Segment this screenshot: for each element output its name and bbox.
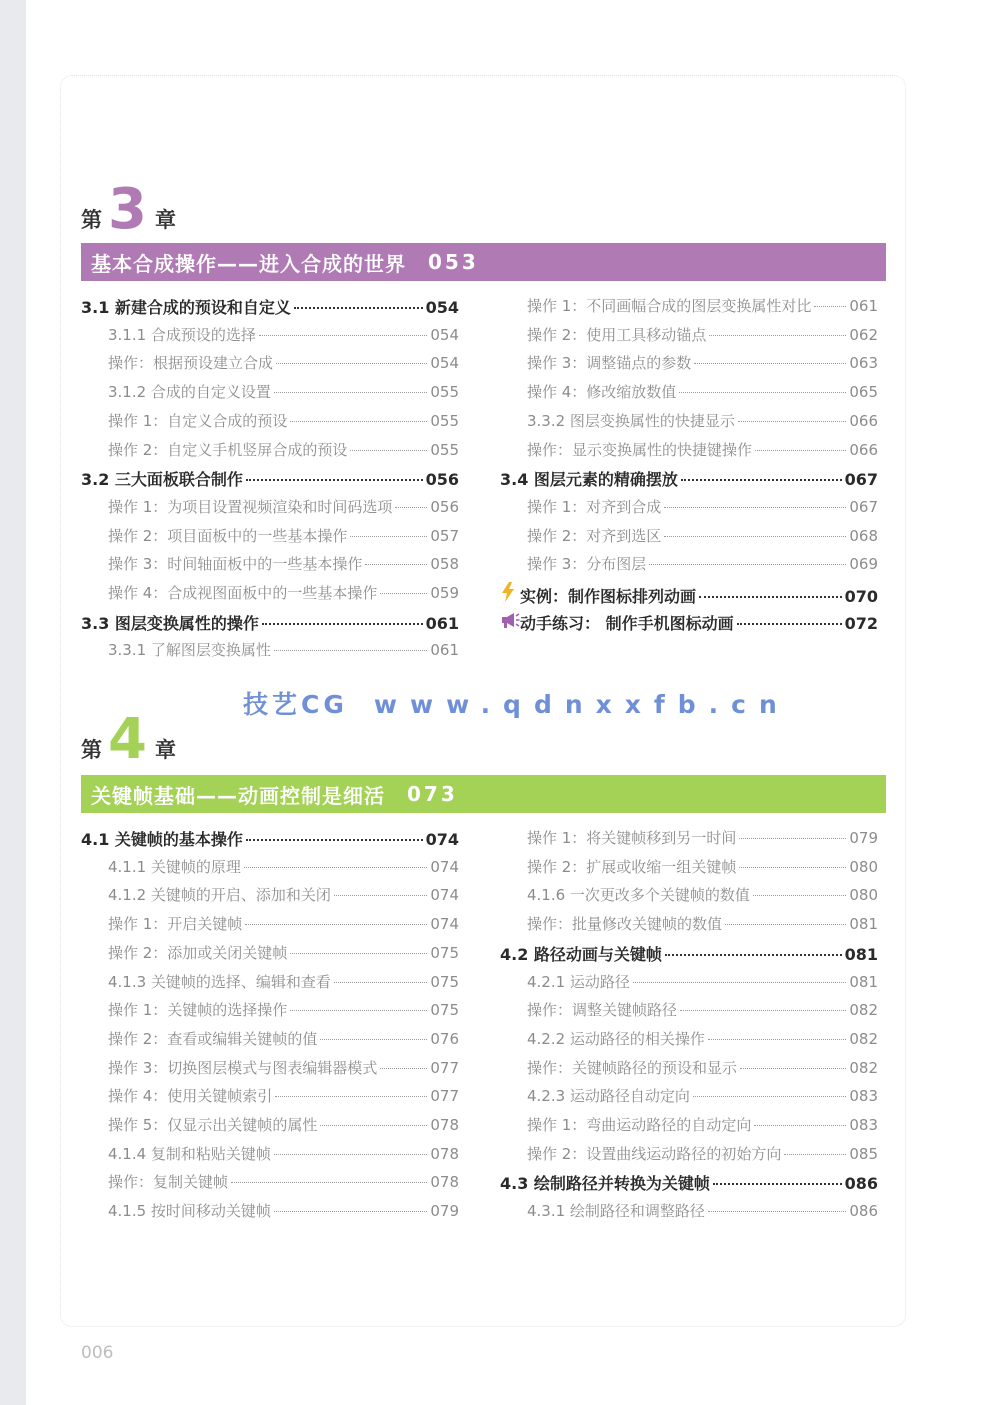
toc-entry-title: 操作 1：为项目设置视频渲染和时间码选项 <box>108 497 393 516</box>
toc-entry-page: 058 <box>430 555 459 574</box>
toc-entry-page: 074 <box>425 830 459 849</box>
toc-entry <box>81 439 459 463</box>
dot-leader <box>755 450 846 451</box>
toc-entry-title: 操作 2：对齐到选区 <box>527 526 662 545</box>
toc-entry-title: 操作 1：对齐到合成 <box>527 497 662 516</box>
dot-leader <box>380 593 427 594</box>
toc-entry <box>500 324 878 348</box>
megaphone-icon <box>500 611 518 633</box>
toc-entry-title: 操作 1：弯曲运动路径的自动定向 <box>527 1116 752 1134</box>
toc-entry <box>500 971 878 995</box>
dot-leader <box>725 924 846 925</box>
toc-entry-page: 083 <box>849 1087 878 1106</box>
toc-entry-page: 061 <box>849 297 878 315</box>
toc-entry <box>500 295 878 319</box>
toc-entry-page: 082 <box>849 1001 878 1020</box>
dot-leader <box>753 895 846 896</box>
toc-entry-title: 4.1.4 复制和粘贴关键帧 <box>108 1144 271 1163</box>
watermark <box>243 685 790 721</box>
chapter-3-toc-right <box>500 295 878 675</box>
toc-entry-page: 069 <box>849 555 878 574</box>
toc-entry-page: 086 <box>844 1174 878 1194</box>
toc-entry-page: 054 <box>430 354 459 373</box>
toc-entry <box>500 1057 878 1081</box>
dot-leader <box>665 954 842 956</box>
dot-leader <box>276 363 427 364</box>
toc-entry <box>81 324 459 348</box>
toc-entry <box>500 582 878 606</box>
toc-entry-title: 操作：复制关键帧 <box>108 1173 229 1192</box>
toc-entry <box>81 1200 459 1224</box>
toc-entry <box>81 553 459 577</box>
toc-entry-page: 054 <box>430 325 459 344</box>
toc-entry <box>81 971 459 995</box>
toc-entry-title: 操作 1：开启关键帧 <box>108 915 243 934</box>
toc-entry-page: 079 <box>849 829 878 847</box>
toc-entry <box>81 295 459 319</box>
toc-entry-page: 056 <box>430 497 459 516</box>
toc-entry-title: 操作：关键帧路径的预设和显示 <box>527 1058 738 1077</box>
dot-leader <box>649 564 846 565</box>
chapter-number: 3 <box>108 177 147 242</box>
toc-entry <box>500 856 878 880</box>
toc-entry <box>81 525 459 549</box>
dot-leader <box>664 536 846 537</box>
toc-entry-page: 067 <box>844 470 878 490</box>
toc-entry <box>81 352 459 376</box>
chapter-suffix: 章 <box>154 738 176 762</box>
toc-entry-title: 3.1 新建合成的预设和自定义 <box>81 298 291 317</box>
toc-entry-title: 动手练习： 制作手机图标动画 <box>520 613 734 633</box>
toc-entry-page: 067 <box>849 497 878 516</box>
dot-leader <box>738 421 846 422</box>
toc-entry <box>81 856 459 880</box>
toc-entry-title: 4.2.2 运动路径的相关操作 <box>527 1029 705 1048</box>
toc-entry-title: 4.1.1 关键帧的原理 <box>108 857 241 876</box>
toc-entry-title: 操作 1：将关键帧移到另一时间 <box>527 829 737 847</box>
dot-leader <box>814 306 846 307</box>
toc-entry-page: 074 <box>430 886 459 905</box>
toc-entry-page: 075 <box>430 972 459 991</box>
dot-leader <box>739 838 846 839</box>
toc-entry-page: 080 <box>849 857 878 876</box>
dot-leader <box>231 1182 427 1183</box>
toc-entry-title: 操作 2：使用工具移动锚点 <box>527 325 707 344</box>
dot-leader <box>244 867 427 868</box>
toc-entry-page: 078 <box>430 1173 459 1192</box>
dot-leader <box>664 507 846 508</box>
toc-entry-title: 4.3 绘制路径并转换为关键帧 <box>500 1174 710 1194</box>
toc-entry-title: 3.2 三大面板联合制作 <box>81 470 243 490</box>
toc-entry-page: 061 <box>430 641 459 660</box>
toc-entry-title: 操作 1：关键帧的选择操作 <box>108 1001 288 1020</box>
toc-entry <box>500 1085 878 1109</box>
dot-leader <box>290 1010 427 1011</box>
dot-leader <box>737 623 842 625</box>
chapter-3-heading <box>81 177 176 242</box>
toc-entry-page: 083 <box>849 1116 878 1134</box>
dot-leader <box>740 1068 846 1069</box>
toc-entry-page: 085 <box>849 1144 878 1163</box>
toc-entry-page: 081 <box>849 915 878 934</box>
toc-entry <box>500 352 878 376</box>
toc-entry-page: 077 <box>430 1087 459 1106</box>
toc-entry-title: 操作 2：项目面板中的一些基本操作 <box>108 526 348 545</box>
toc-entry-title: 操作：显示变换属性的快捷键操作 <box>527 440 753 459</box>
chapter-prefix: 第 <box>81 208 102 232</box>
dot-leader <box>334 982 427 983</box>
dot-leader <box>320 1125 427 1126</box>
dot-leader <box>290 421 427 422</box>
dot-leader <box>262 623 423 625</box>
toc-entry <box>81 942 459 966</box>
toc-entry-page: 082 <box>849 1029 878 1048</box>
dot-leader <box>633 982 846 983</box>
dot-leader <box>395 507 427 508</box>
toc-entry <box>500 1114 878 1138</box>
toc-entry <box>500 611 878 635</box>
dot-leader <box>365 564 427 565</box>
chapter-4-toc-right <box>500 827 878 1227</box>
chapter-title: 基本合成操作——进入合成的世界 <box>91 251 406 276</box>
page-side-strip <box>0 0 26 1405</box>
toc-entry-page: 070 <box>844 587 878 606</box>
watermark-brand: 技艺CG <box>243 690 348 719</box>
toc-entry-page: 074 <box>430 915 459 934</box>
dot-leader <box>246 479 423 481</box>
toc-entry <box>500 439 878 463</box>
toc-entry <box>81 884 459 908</box>
toc-entry-title: 操作 2：查看或编辑关键帧的值 <box>108 1029 318 1048</box>
toc-entry <box>81 582 459 606</box>
toc-entry-page: 059 <box>430 584 459 602</box>
dot-leader <box>246 839 423 841</box>
toc-entry-title: 4.1.5 按时间移动关键帧 <box>108 1202 271 1221</box>
toc-entry-title: 操作 2：设置曲线运动路径的初始方向 <box>527 1144 782 1163</box>
toc-entry-title: 3.3 图层变换属性的操作 <box>81 613 259 633</box>
toc-entry-page: 078 <box>430 1144 459 1163</box>
toc-entry <box>81 410 459 434</box>
toc-entry <box>81 1028 459 1052</box>
toc-entry <box>81 913 459 937</box>
toc-entry-page: 055 <box>430 440 459 459</box>
chapter-title: 关键帧基础——动画控制是细活 <box>91 783 385 808</box>
dot-leader <box>334 895 427 896</box>
toc-entry <box>500 1171 878 1195</box>
chapter-page: 053 <box>428 250 479 274</box>
toc-entry <box>81 1114 459 1138</box>
dot-leader <box>708 1039 846 1040</box>
toc-entry-title: 4.2.3 运动路径自动定向 <box>527 1087 690 1106</box>
dot-leader <box>350 536 427 537</box>
toc-entry-title: 操作：根据预设建立合成 <box>108 354 274 373</box>
toc-entry-page: 080 <box>849 886 878 905</box>
toc-entry-page: 081 <box>849 972 878 991</box>
toc-entry <box>500 410 878 434</box>
dot-leader <box>693 1096 846 1097</box>
toc-entry-title: 3.1.2 合成的自定义设置 <box>108 383 271 402</box>
toc-entry-page: 063 <box>849 354 878 373</box>
toc-entry-title: 操作 1：自定义合成的预设 <box>108 411 288 430</box>
toc-entry <box>500 553 878 577</box>
toc-entry <box>81 467 459 491</box>
toc-entry <box>81 496 459 520</box>
dot-leader <box>680 1010 846 1011</box>
toc-entry-title: 操作 3：时间轴面板中的一些基本操作 <box>108 555 363 574</box>
toc-entry-title: 操作 3：切换图层模式与图表编辑器模式 <box>108 1058 378 1077</box>
toc-entry <box>81 1057 459 1081</box>
toc-entry-title: 操作 2：添加或关闭关键帧 <box>108 943 288 962</box>
toc-entry <box>500 496 878 520</box>
dot-leader <box>694 363 846 364</box>
dot-leader <box>679 392 846 393</box>
dot-leader <box>713 1183 842 1185</box>
chapter-4-heading <box>81 707 176 772</box>
toc-entry-page: 077 <box>430 1058 459 1077</box>
toc-entry-title: 3.4 图层元素的精确摆放 <box>500 470 678 490</box>
watermark-url: www.qdnxxfb.cn <box>373 690 790 719</box>
toc-entry <box>500 381 878 405</box>
toc-entry <box>81 827 459 851</box>
dot-leader <box>784 1154 846 1155</box>
dot-leader <box>320 1039 427 1040</box>
toc-entry-title: 操作 1：不同画幅合成的图层变换属性对比 <box>527 297 812 315</box>
toc-entry <box>81 611 459 635</box>
toc-entry-page: 081 <box>844 944 878 964</box>
toc-entry <box>81 999 459 1023</box>
dot-leader <box>274 1154 427 1155</box>
toc-entry <box>81 381 459 405</box>
toc-entry-title: 操作 5：仅显示出关键帧的属性 <box>108 1116 318 1134</box>
dot-leader <box>681 479 842 481</box>
toc-entry-title: 操作：批量修改关键帧的数值 <box>527 915 723 934</box>
toc-entry <box>500 884 878 908</box>
dot-leader <box>699 596 842 598</box>
toc-entry <box>81 1085 459 1109</box>
toc-entry <box>500 1028 878 1052</box>
toc-entry-title: 操作 3：分布图层 <box>527 555 647 574</box>
toc-entry-page: 078 <box>430 1116 459 1134</box>
toc-entry <box>500 999 878 1023</box>
toc-entry <box>81 1171 459 1195</box>
chapter-suffix: 章 <box>154 208 176 232</box>
chapter-prefix: 第 <box>81 738 102 762</box>
toc-entry <box>500 913 878 937</box>
toc-entry-title: 3.1.1 合成预设的选择 <box>108 325 256 344</box>
toc-entry <box>500 1143 878 1167</box>
toc-entry-page: 068 <box>849 526 878 545</box>
toc-entry-title: 操作 4：合成视图面板中的一些基本操作 <box>108 584 378 602</box>
toc-entry <box>500 827 878 851</box>
toc-entry <box>500 467 878 491</box>
dot-leader <box>274 650 427 651</box>
toc-entry-page: 055 <box>430 411 459 430</box>
dot-leader <box>708 1211 846 1212</box>
toc-entry-page: 054 <box>425 298 459 317</box>
toc-entry-title: 4.2.1 运动路径 <box>527 972 630 991</box>
toc-entry-page: 066 <box>849 411 878 430</box>
dot-leader <box>275 1096 427 1097</box>
dot-leader <box>259 335 427 336</box>
toc-entry-title: 操作 4：使用关键帧索引 <box>108 1087 273 1106</box>
toc-entry-title: 4.1 关键帧的基本操作 <box>81 830 243 849</box>
toc-entry-title: 4.1.6 一次更改多个关键帧的数值 <box>527 886 750 905</box>
page-number: 006 <box>81 1343 114 1363</box>
chapter-page: 073 <box>407 782 458 806</box>
toc-entry-title: 操作 2：自定义手机竖屏合成的预设 <box>108 440 348 459</box>
lightning-icon <box>500 582 518 606</box>
toc-entry-page: 065 <box>849 383 878 402</box>
toc-entry-page: 061 <box>425 613 459 633</box>
dot-leader <box>274 1211 427 1212</box>
toc-entry <box>81 639 459 663</box>
toc-entry-title: 4.1.3 关键帧的选择、编辑和查看 <box>108 972 331 991</box>
toc-entry-page: 072 <box>844 613 878 633</box>
toc-entry-page: 082 <box>849 1058 878 1077</box>
toc-entry-page: 062 <box>849 325 878 344</box>
dot-leader <box>350 450 427 451</box>
toc-entry-page: 075 <box>430 943 459 962</box>
dot-leader <box>274 392 427 393</box>
dot-leader <box>380 1068 427 1069</box>
chapter-3-toc-left <box>81 295 459 675</box>
toc-entry-page: 056 <box>425 470 459 490</box>
dot-leader <box>739 867 846 868</box>
chapter-4-toc-left <box>81 827 459 1227</box>
toc-entry-title: 操作：调整关键帧路径 <box>527 1001 678 1020</box>
toc-entry-title: 4.3.1 绘制路径和调整路径 <box>527 1202 705 1221</box>
toc-entry-title: 实例：制作图标排列动画 <box>520 587 697 606</box>
toc-entry-title: 4.1.2 关键帧的开启、添加和关闭 <box>108 886 331 905</box>
toc-entry-page: 057 <box>430 526 459 545</box>
toc-entry <box>81 1143 459 1167</box>
toc-entry-title: 操作 3：调整锚点的参数 <box>527 354 692 373</box>
toc-entry-page: 055 <box>430 383 459 402</box>
dot-leader <box>754 1125 846 1126</box>
toc-entry-page: 075 <box>430 1001 459 1020</box>
toc-entry-title: 3.3.1 了解图层变换属性 <box>108 641 271 660</box>
chapter-number: 4 <box>108 707 147 772</box>
chapter-3-banner <box>81 243 886 281</box>
dot-leader <box>709 335 846 336</box>
chapter-4-banner <box>81 775 886 813</box>
dot-leader <box>245 924 427 925</box>
toc-entry-page: 079 <box>430 1202 459 1221</box>
toc-entry <box>500 1200 878 1224</box>
toc-entry-title: 操作 2：扩展或收缩一组关键帧 <box>527 857 737 876</box>
toc-entry-page: 066 <box>849 440 878 459</box>
dot-leader <box>290 953 427 954</box>
toc-entry <box>500 525 878 549</box>
dot-leader <box>294 307 423 309</box>
toc-entry-title: 3.3.2 图层变换属性的快捷显示 <box>527 411 735 430</box>
toc-entry-page: 076 <box>430 1029 459 1048</box>
toc-entry-title: 操作 4：修改缩放数值 <box>527 383 677 402</box>
toc-entry-page: 086 <box>849 1202 878 1221</box>
toc-entry-page: 074 <box>430 857 459 876</box>
toc-entry-title: 4.2 路径动画与关键帧 <box>500 944 662 964</box>
toc-entry <box>500 942 878 966</box>
